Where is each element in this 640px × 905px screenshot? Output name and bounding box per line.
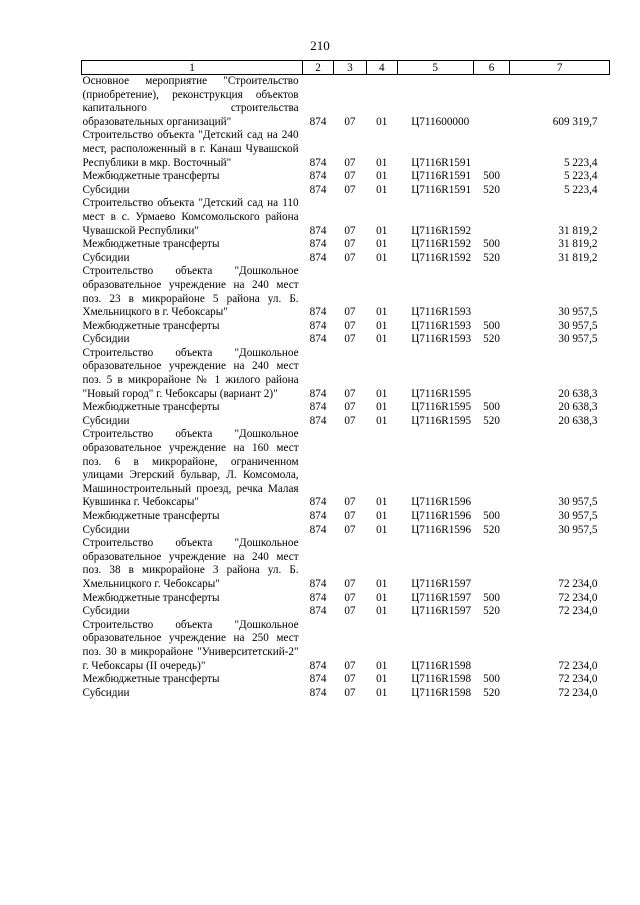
row-section-code: 07	[344, 224, 356, 237]
row-amount: 30 957,5	[558, 333, 598, 346]
row-amount: 30 957,5	[558, 523, 598, 536]
row-subsection-code: 01	[376, 496, 388, 509]
row-subsection-code: 01	[376, 659, 388, 672]
row-expense-type: 500	[483, 673, 500, 686]
row-expense-type: 500	[483, 401, 500, 414]
row-target-article: Ц7116R1595	[411, 401, 472, 414]
row-amount: 31 819,2	[558, 251, 598, 264]
row-name: Субсидии	[82, 605, 130, 618]
table-row	[82, 537, 610, 591]
column-header-5: 5	[397, 61, 473, 75]
row-section-code: 07	[344, 170, 356, 183]
row-expense-type	[473, 347, 510, 401]
row-ministry-code: 874	[309, 659, 327, 672]
row-ministry-code: 874	[309, 401, 327, 414]
table-row	[82, 673, 610, 687]
table-row	[82, 170, 610, 184]
row-name: Строительство объекта "Дошкольное образовательное учреждение на 160 мест поз. 6 в микрорайоне, ограниченном улицами Эгерский бульвар, Л. Комсомола, Машиностроительный проезд, речка Малая Кувшинка г. Чебоксары"	[82, 428, 299, 509]
row-amount: 609 319,7	[552, 115, 598, 128]
row-target-article: Ц7116R1598	[411, 686, 472, 699]
row-target-article: Ц7116R1591	[411, 183, 472, 196]
row-name: Межбюджетные трансферты	[82, 319, 220, 332]
row-target-article: Ц7116R1595	[411, 414, 472, 427]
row-name: Субсидии	[82, 251, 130, 264]
row-expense-type: 520	[483, 605, 500, 618]
row-amount: 20 638,3	[558, 401, 598, 414]
row-target-article: Ц7116R1591	[411, 170, 472, 183]
row-section-code: 07	[344, 577, 356, 590]
row-section-code: 07	[344, 591, 356, 604]
row-subsection-code: 01	[376, 238, 388, 251]
row-subsection-code: 01	[376, 686, 388, 699]
row-target-article: Ц7116R1598	[411, 673, 472, 686]
row-subsection-code: 01	[376, 306, 388, 319]
table-row	[82, 333, 610, 347]
row-name: Субсидии	[82, 523, 130, 536]
table-row	[82, 605, 610, 619]
row-section-code: 07	[344, 686, 356, 699]
row-subsection-code: 01	[376, 523, 388, 536]
row-name: Межбюджетные трансферты	[82, 170, 220, 183]
table-row	[82, 252, 610, 266]
table-row	[82, 415, 610, 429]
row-target-article: Ц7116R1592	[411, 251, 472, 264]
row-ministry-code: 874	[309, 510, 327, 522]
row-ministry-code: 874	[309, 673, 327, 686]
column-header-4: 4	[366, 61, 397, 75]
row-amount: 30 957,5	[558, 306, 598, 319]
row-expense-type	[473, 537, 510, 591]
row-section-code: 07	[344, 387, 356, 400]
row-section-code: 07	[344, 183, 356, 196]
row-subsection-code: 01	[376, 183, 388, 196]
row-subsection-code: 01	[376, 591, 388, 604]
row-ministry-code: 874	[309, 591, 327, 604]
row-ministry-code: 874	[309, 238, 327, 251]
row-section-code: 07	[344, 496, 356, 509]
row-name: Межбюджетные трансферты	[82, 401, 220, 414]
row-section-code: 07	[344, 673, 356, 686]
row-section-code: 07	[344, 605, 356, 618]
table-row	[82, 197, 610, 238]
row-expense-type: 520	[483, 686, 500, 699]
row-amount: 72 234,0	[558, 605, 598, 618]
row-expense-type: 520	[483, 523, 500, 536]
row-target-article: Ц7116R1598	[411, 659, 472, 672]
row-target-article: Ц7116R1597	[411, 591, 472, 604]
row-subsection-code: 01	[376, 673, 388, 686]
row-ministry-code: 874	[309, 306, 327, 319]
column-header-6: 6	[473, 61, 510, 75]
row-ministry-code: 874	[309, 387, 327, 400]
row-amount: 5 223,4	[563, 170, 598, 183]
row-section-code: 07	[344, 401, 356, 414]
row-target-article: Ц7116R1593	[411, 319, 472, 332]
row-name: Строительство объекта "Детский сад на 110 мест в с. Урмаево Комсомольского района Чувашской Республики"	[82, 197, 299, 237]
table-row	[82, 401, 610, 415]
table-row	[82, 687, 610, 701]
row-name: Субсидии	[82, 414, 130, 427]
row-ministry-code: 874	[309, 170, 327, 183]
row-expense-type: 500	[483, 591, 500, 604]
row-target-article: Ц711600000	[411, 115, 470, 128]
row-name: Межбюджетные трансферты	[82, 591, 220, 604]
row-ministry-code: 874	[309, 414, 327, 427]
row-expense-type	[473, 75, 510, 130]
row-ministry-code: 874	[309, 319, 327, 332]
row-name: Строительство объекта "Дошкольное образовательное учреждение на 240 мест поз. 38 в микрорайоне 3 района ул. Б. Хмельницкого г. Чебоксары"	[82, 537, 299, 590]
row-amount: 30 957,5	[558, 496, 598, 509]
row-ministry-code: 874	[309, 523, 327, 536]
row-ministry-code: 874	[309, 496, 327, 509]
row-section-code: 07	[344, 156, 356, 169]
table-header	[82, 61, 610, 75]
row-amount: 30 957,5	[558, 319, 598, 332]
row-target-article: Ц7116R1591	[411, 156, 472, 169]
row-name: Строительство объекта "Дошкольное образовательное учреждение на 240 мест поз. 5 в микрорайоне № 1 жилого района "Новый город" г. Чебоксары (вариант 2)"	[82, 346, 299, 400]
row-target-article: Ц7116R1596	[411, 523, 472, 536]
row-name: Строительство объекта "Дошкольное образовательное учреждение на 250 мест поз. 30 в микрорайоне "Университетский-2" г. Чебоксары (II очередь)"	[82, 618, 299, 672]
row-name: Субсидии	[82, 183, 130, 196]
row-amount: 20 638,3	[558, 414, 598, 427]
row-amount: 72 234,0	[558, 659, 598, 672]
table-row	[82, 428, 610, 510]
table-row	[82, 592, 610, 606]
row-amount: 5 223,4	[563, 183, 598, 196]
table-row	[82, 619, 610, 673]
row-target-article: Ц7116R1597	[411, 605, 472, 618]
row-target-article: Ц7116R1592	[411, 224, 472, 237]
row-expense-type	[473, 265, 510, 319]
row-name: Строительство объекта "Детский сад на 240 мест, расположенный в г. Канаш Чувашской Республики в мкр. Восточный"	[82, 129, 299, 169]
page-number: 210	[310, 38, 330, 53]
row-target-article: Ц7116R1593	[411, 306, 472, 319]
table-row	[82, 129, 610, 170]
row-section-code: 07	[344, 319, 356, 332]
row-expense-type: 500	[483, 170, 500, 183]
row-section-code: 07	[344, 306, 356, 319]
row-subsection-code: 01	[376, 510, 388, 522]
row-subsection-code: 01	[376, 333, 388, 346]
row-ministry-code: 874	[309, 183, 327, 196]
row-name: Субсидии	[82, 333, 130, 346]
row-expense-type	[473, 129, 510, 170]
row-target-article: Ц7116R1593	[411, 333, 472, 346]
row-subsection-code: 01	[376, 387, 388, 400]
table-row	[82, 238, 610, 252]
row-expense-type: 500	[483, 238, 500, 251]
row-section-code: 07	[344, 238, 356, 251]
row-expense-type	[473, 197, 510, 238]
row-target-article: Ц7116R1596	[411, 510, 472, 522]
row-expense-type: 500	[483, 510, 500, 522]
row-subsection-code: 01	[376, 577, 388, 590]
row-expense-type: 520	[483, 183, 500, 196]
row-expense-type: 520	[483, 333, 500, 346]
row-section-code: 07	[344, 659, 356, 672]
table-body	[82, 75, 610, 701]
row-section-code: 07	[344, 115, 356, 128]
row-target-article: Ц7116R1597	[411, 577, 472, 590]
row-name: Субсидии	[82, 686, 130, 699]
row-amount: 30 957,5	[558, 510, 598, 522]
row-ministry-code: 874	[309, 686, 327, 699]
row-ministry-code: 874	[309, 577, 327, 590]
row-ministry-code: 874	[309, 333, 327, 346]
row-expense-type: 520	[483, 414, 500, 427]
row-ministry-code: 874	[309, 605, 327, 618]
header-row	[82, 61, 610, 75]
row-subsection-code: 01	[376, 414, 388, 427]
row-target-article: Ц7116R1592	[411, 238, 472, 251]
row-amount: 20 638,3	[558, 387, 598, 400]
row-ministry-code: 874	[309, 156, 327, 169]
column-header-7: 7	[510, 61, 610, 75]
row-section-code: 07	[344, 333, 356, 346]
row-name: Строительство объекта "Дошкольное образовательное учреждение на 240 мест поз. 23 в микрорайоне 5 района ул. Б. Хмельницкого в г. Чебоксары"	[82, 265, 299, 319]
row-target-article: Ц7116R1595	[411, 387, 472, 400]
row-expense-type: 500	[483, 319, 500, 332]
row-name: Основное мероприятие "Строительство (приобретение), реконструкция объектов капитального строительства образовательных организаций"	[82, 75, 299, 128]
row-name: Межбюджетные трансферты	[82, 673, 220, 686]
row-expense-type: 520	[483, 251, 500, 264]
row-section-code: 07	[344, 510, 356, 522]
table-row	[82, 524, 610, 538]
table-row	[82, 510, 610, 524]
row-ministry-code: 874	[309, 115, 327, 128]
table-row	[82, 184, 610, 198]
row-subsection-code: 01	[376, 115, 388, 128]
row-subsection-code: 01	[376, 156, 388, 169]
budget-table	[81, 60, 610, 700]
row-target-article: Ц7116R1596	[411, 496, 472, 509]
row-amount: 72 234,0	[558, 591, 598, 604]
table-row	[82, 265, 610, 319]
table-row	[82, 75, 610, 130]
table-row	[82, 320, 610, 334]
row-ministry-code: 874	[309, 224, 327, 237]
column-header-1: 1	[82, 61, 303, 75]
row-amount: 72 234,0	[558, 577, 598, 590]
row-amount: 72 234,0	[558, 686, 598, 699]
row-name: Межбюджетные трансферты	[82, 238, 220, 251]
column-header-3: 3	[334, 61, 367, 75]
row-subsection-code: 01	[376, 319, 388, 332]
row-subsection-code: 01	[376, 251, 388, 264]
row-subsection-code: 01	[376, 401, 388, 414]
row-section-code: 07	[344, 414, 356, 427]
row-section-code: 07	[344, 251, 356, 264]
row-name: Межбюджетные трансферты	[82, 510, 220, 522]
row-expense-type	[473, 428, 510, 510]
row-ministry-code: 874	[309, 251, 327, 264]
row-amount: 31 819,2	[558, 238, 598, 251]
row-subsection-code: 01	[376, 170, 388, 183]
row-section-code: 07	[344, 523, 356, 536]
row-subsection-code: 01	[376, 605, 388, 618]
column-header-2: 2	[303, 61, 334, 75]
row-subsection-code: 01	[376, 224, 388, 237]
row-amount: 31 819,2	[558, 224, 598, 237]
row-expense-type	[473, 619, 510, 673]
table-row	[82, 347, 610, 401]
row-amount: 72 234,0	[558, 673, 598, 686]
row-amount: 5 223,4	[563, 156, 598, 169]
